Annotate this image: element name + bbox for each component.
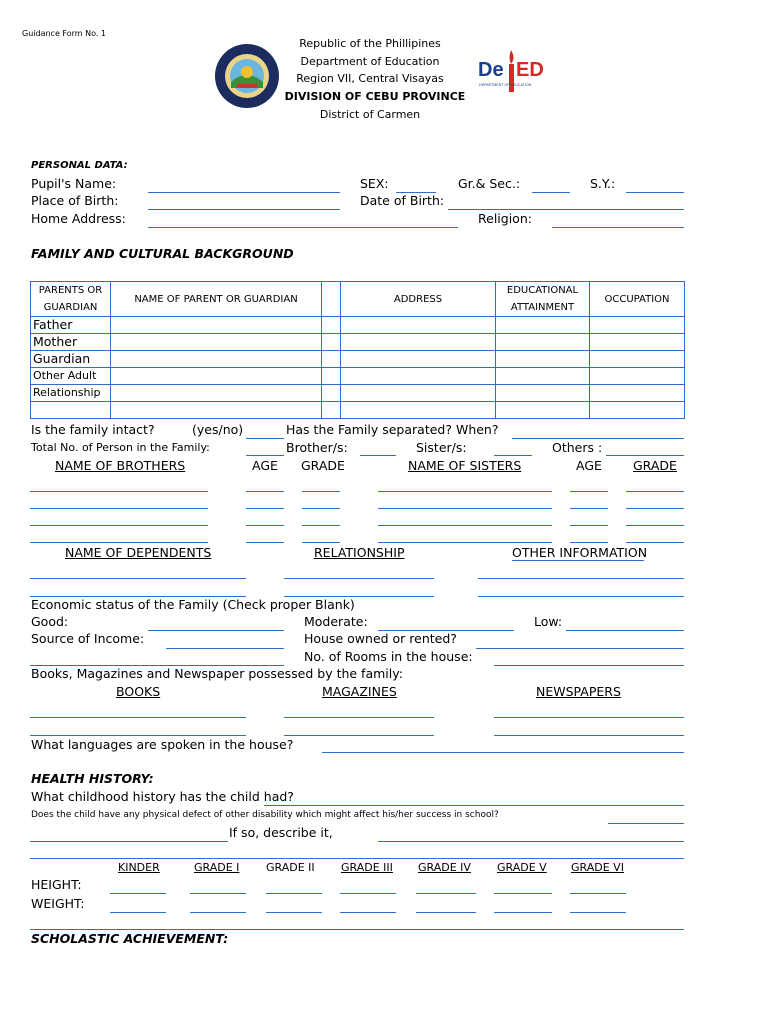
place-birth-label: Place of Birth: bbox=[31, 193, 119, 208]
family-separated-label: Has the Family separated? When? bbox=[286, 422, 499, 437]
home-address-label: Home Address: bbox=[31, 211, 126, 226]
newspapers-field[interactable] bbox=[494, 735, 684, 736]
grade-brothers-header: GRADE bbox=[301, 458, 345, 473]
svg-text:DEPARTMENT OF EDUCATION: DEPARTMENT OF EDUCATION bbox=[479, 83, 532, 87]
others-field[interactable] bbox=[606, 455, 684, 456]
relationship-header: RELATIONSHIP bbox=[314, 545, 405, 560]
weight-kinder-field[interactable] bbox=[110, 912, 166, 913]
magazines-field[interactable] bbox=[284, 735, 434, 736]
rooms-label: No. of Rooms in the house: bbox=[304, 649, 473, 664]
height-grade4-field[interactable] bbox=[416, 893, 476, 894]
health-divider bbox=[30, 929, 684, 930]
yes-no-label: (yes/no) bbox=[192, 422, 244, 437]
family-separated-field[interactable] bbox=[512, 438, 684, 439]
dependent-relationship-field[interactable] bbox=[284, 578, 434, 579]
source-income-label: Source of Income: bbox=[31, 631, 145, 646]
brother-age-field[interactable] bbox=[246, 542, 284, 543]
col-parents-guardian: PARENTS OR GUARDIAN bbox=[31, 282, 111, 317]
row-father: Father bbox=[31, 317, 111, 334]
header-division: DIVISION OF CEBU PROVINCE bbox=[284, 90, 466, 103]
grade-5-header: GRADE V bbox=[497, 861, 547, 874]
house-owned-field[interactable] bbox=[476, 648, 684, 649]
name-brothers-header: NAME OF BROTHERS bbox=[55, 458, 186, 473]
grade-kinder-header: KINDER bbox=[118, 861, 160, 874]
books-field[interactable] bbox=[30, 735, 246, 736]
header-department: Department of Education bbox=[300, 55, 440, 68]
sister-grade-field[interactable] bbox=[626, 508, 684, 509]
newspapers-header: NEWSPAPERS bbox=[536, 684, 621, 699]
books-field[interactable] bbox=[30, 717, 246, 718]
brother-age-field[interactable] bbox=[246, 508, 284, 509]
sister-grade-field[interactable] bbox=[626, 491, 684, 492]
row-relationship: Relationship bbox=[31, 385, 111, 402]
childhood-history-label: What childhood history has the child had? bbox=[31, 789, 294, 804]
physical-defect-field[interactable] bbox=[608, 823, 684, 824]
describe-label: If so, describe it, bbox=[229, 825, 333, 840]
moderate-label: Moderate: bbox=[304, 614, 368, 629]
col-occupation: OCCUPATION bbox=[590, 282, 685, 317]
scholastic-heading: SCHOLASTIC ACHIEVEMENT: bbox=[31, 931, 229, 946]
personal-data-heading: PERSONAL DATA: bbox=[31, 160, 128, 171]
grade-4-header: GRADE IV bbox=[418, 861, 471, 874]
dependent-info-field[interactable] bbox=[478, 596, 684, 597]
height-grade1-field[interactable] bbox=[190, 893, 246, 894]
family-intact-field[interactable] bbox=[246, 438, 284, 439]
family-table bbox=[30, 281, 685, 419]
weight-grade6-field[interactable] bbox=[570, 912, 626, 913]
brother-grade-field[interactable] bbox=[302, 491, 340, 492]
header-republic: Republic of the Phillipines bbox=[299, 37, 441, 50]
total-persons-label: Total No. of Person in the Family: bbox=[31, 441, 210, 454]
col-educational-attainment: EDUCATIONAL ATTAINMENT bbox=[496, 282, 590, 317]
physical-defect-label: Does the child have any physical defect of other disability which might affect his/her success in school? bbox=[31, 810, 499, 820]
brothers-field[interactable] bbox=[360, 455, 396, 456]
sister-grade-field[interactable] bbox=[626, 525, 684, 526]
date-birth-label: Date of Birth: bbox=[360, 193, 445, 208]
sister-name-field[interactable] bbox=[378, 542, 552, 543]
grade-1-header: GRADE I bbox=[194, 861, 240, 874]
brother-grade-field[interactable] bbox=[302, 525, 340, 526]
svg-text:De: De bbox=[478, 59, 504, 81]
brother-grade-field[interactable] bbox=[302, 508, 340, 509]
sex-label: SEX: bbox=[360, 176, 389, 191]
sister-name-field[interactable] bbox=[378, 508, 552, 509]
height-grade5-field[interactable] bbox=[494, 893, 552, 894]
books-header: BOOKS bbox=[116, 684, 161, 699]
row-mother: Mother bbox=[31, 334, 111, 351]
family-background-heading: FAMILY AND CULTURAL BACKGROUND bbox=[31, 246, 294, 261]
sister-age-field[interactable] bbox=[570, 508, 608, 509]
good-field[interactable] bbox=[148, 630, 284, 631]
dependent-info-field[interactable] bbox=[478, 578, 684, 579]
brother-name-field[interactable] bbox=[30, 508, 208, 509]
brother-age-field[interactable] bbox=[246, 525, 284, 526]
dependent-name-field[interactable] bbox=[30, 578, 246, 579]
brother-age-field[interactable] bbox=[246, 491, 284, 492]
weight-grade5-field[interactable] bbox=[494, 912, 552, 913]
deped-logo bbox=[478, 46, 550, 98]
grade-3-header: GRADE III bbox=[341, 861, 393, 874]
brother-grade-field[interactable] bbox=[302, 542, 340, 543]
sisters-label: Sister/s: bbox=[416, 440, 467, 455]
home-address-field[interactable] bbox=[148, 227, 458, 228]
pupil-name-field[interactable] bbox=[148, 192, 340, 193]
grade-6-header: GRADE VI bbox=[571, 861, 624, 874]
brothers-label: Brother/s: bbox=[286, 440, 348, 455]
form-number: Guidance Form No. 1 bbox=[22, 29, 107, 38]
svg-text:ED: ED bbox=[516, 59, 544, 81]
total-persons-field[interactable] bbox=[246, 455, 284, 456]
describe-field-b[interactable] bbox=[378, 841, 684, 842]
weight-grade3-field[interactable] bbox=[340, 912, 396, 913]
source-income-field[interactable] bbox=[166, 648, 284, 649]
sister-age-field[interactable] bbox=[570, 491, 608, 492]
weight-grade1-field[interactable] bbox=[190, 912, 246, 913]
other-information-header: OTHER INFORMATION bbox=[512, 545, 648, 560]
age-sisters-header: AGE bbox=[576, 458, 602, 473]
brother-name-field[interactable] bbox=[30, 491, 208, 492]
height-label: HEIGHT: bbox=[31, 877, 82, 892]
weight-grade4-field[interactable] bbox=[416, 912, 476, 913]
languages-field[interactable] bbox=[322, 752, 684, 753]
sisters-field[interactable] bbox=[494, 455, 532, 456]
grade-sisters-header: GRADE bbox=[633, 458, 677, 473]
row-other-adult: Other Adult bbox=[31, 368, 111, 385]
health-history-heading: HEALTH HISTORY: bbox=[31, 771, 154, 786]
economic-status-label: Economic status of the Family (Check proper Blank) bbox=[31, 597, 355, 612]
name-dependents-header: NAME OF DEPENDENTS bbox=[65, 545, 212, 560]
height-grade2-field[interactable] bbox=[266, 893, 322, 894]
low-field[interactable] bbox=[566, 630, 684, 631]
sister-grade-field[interactable] bbox=[626, 542, 684, 543]
sister-name-field[interactable] bbox=[378, 525, 552, 526]
religion-label: Religion: bbox=[478, 211, 532, 226]
sister-name-field[interactable] bbox=[378, 491, 552, 492]
low-label: Low: bbox=[534, 614, 563, 629]
religion-field[interactable] bbox=[552, 227, 684, 228]
rooms-field[interactable] bbox=[494, 665, 684, 666]
col-address: ADDRESS bbox=[341, 282, 496, 317]
school-year-label: S.Y.: bbox=[590, 176, 616, 191]
good-label: Good: bbox=[31, 614, 69, 629]
place-birth-field[interactable] bbox=[148, 209, 340, 210]
childhood-history-field[interactable] bbox=[264, 805, 684, 806]
pupil-name-label: Pupil's Name: bbox=[31, 176, 117, 191]
school-year-field[interactable] bbox=[626, 192, 684, 193]
grade-2-header: GRADE II bbox=[266, 861, 315, 874]
grade-section-label: Gr.& Sec.: bbox=[458, 176, 521, 191]
magazines-header: MAGAZINES bbox=[322, 684, 397, 699]
name-sisters-header: NAME OF SISTERS bbox=[408, 458, 522, 473]
height-kinder-field[interactable] bbox=[110, 893, 166, 894]
height-grade6-field[interactable] bbox=[570, 893, 626, 894]
languages-label: What languages are spoken in the house? bbox=[31, 737, 294, 752]
sister-age-field[interactable] bbox=[570, 542, 608, 543]
house-owned-label: House owned or rented? bbox=[304, 631, 457, 646]
magazines-field[interactable] bbox=[284, 717, 434, 718]
date-birth-field[interactable] bbox=[448, 209, 684, 210]
row-guardian: Guardian bbox=[31, 351, 111, 368]
brother-name-field[interactable] bbox=[30, 525, 208, 526]
grade-section-field[interactable] bbox=[532, 192, 570, 193]
header-region: Region VII, Central Visayas bbox=[296, 72, 444, 85]
row-blank bbox=[31, 402, 111, 419]
others-label: Others : bbox=[552, 440, 603, 455]
describe-field-a[interactable] bbox=[30, 841, 228, 842]
newspapers-field[interactable] bbox=[494, 717, 684, 718]
col-name-parent: NAME OF PARENT OR GUARDIAN bbox=[111, 282, 322, 317]
header-district: District of Carmen bbox=[319, 108, 421, 121]
weight-label: WEIGHT: bbox=[31, 896, 85, 911]
family-intact-label: Is the family intact? bbox=[31, 422, 155, 437]
describe-field-c[interactable] bbox=[30, 858, 684, 859]
sister-age-field[interactable] bbox=[570, 525, 608, 526]
height-grade3-field[interactable] bbox=[340, 893, 396, 894]
brother-name-field[interactable] bbox=[30, 542, 208, 543]
reading-materials-label: Books, Magazines and Newspaper possessed by the family: bbox=[31, 666, 403, 681]
age-brothers-header: AGE bbox=[252, 458, 278, 473]
weight-grade2-field[interactable] bbox=[266, 912, 322, 913]
